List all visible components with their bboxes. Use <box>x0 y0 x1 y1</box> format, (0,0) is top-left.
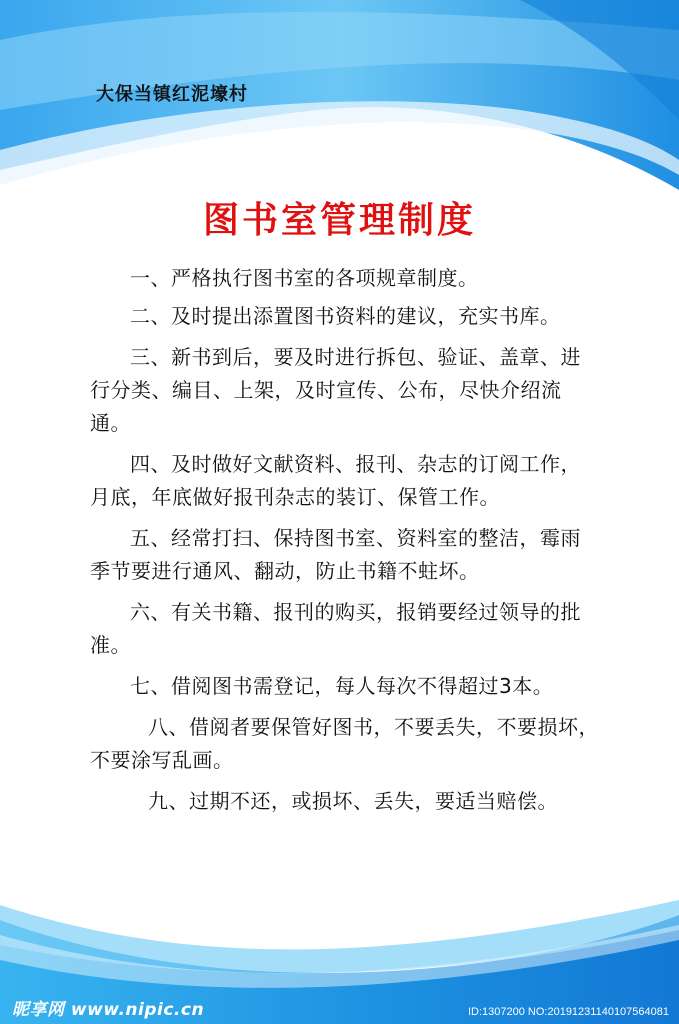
rule-item-8: 八、借阅者要保管好图书，不要丢失，不要损坏，不要涂写乱画。 <box>90 715 599 772</box>
rules-list <box>90 262 600 826</box>
rule-item-5: 五、经常打扫、保持图书室、资料室的整洁，霉雨季节要进行通风、翻动，防止书籍不蛀坏。 <box>90 526 581 583</box>
watermark-logo: 昵享网 www.nipic.cn <box>12 1000 205 1020</box>
rule-item-2: 二、及时提出添置图书资料的建议，充实书库。 <box>130 304 561 328</box>
rule-item-1: 一、严格执行图书室的各项规章制度。 <box>130 266 479 290</box>
organization-name: 大保当镇红泥壕村 <box>96 84 248 105</box>
image-id-label: ID:1307200 NO:20191231140107564081 <box>467 1006 669 1018</box>
page-title: 图书室管理制度 <box>202 200 476 241</box>
rule-item-3: 三、新书到后，要及时进行拆包、验证、盖章、进行分类、编目、上架，及时宣传、公布，尽快介绍流通。 <box>90 345 581 435</box>
rule-item-7: 七、借阅图书需登记，每人每次不得超过3本。 <box>130 674 554 698</box>
rule-item-4: 四、及时做好文献资料、报刊、杂志的订阅工作，月底，年底做好报刊杂志的装订、保管工作。 <box>90 452 581 509</box>
rule-item-6: 六、有关书籍、报刊的购买，报销要经过领导的批准。 <box>90 600 581 657</box>
rule-item-9: 九、过期不还，或损坏、丢失，要适当赔偿。 <box>148 789 558 813</box>
